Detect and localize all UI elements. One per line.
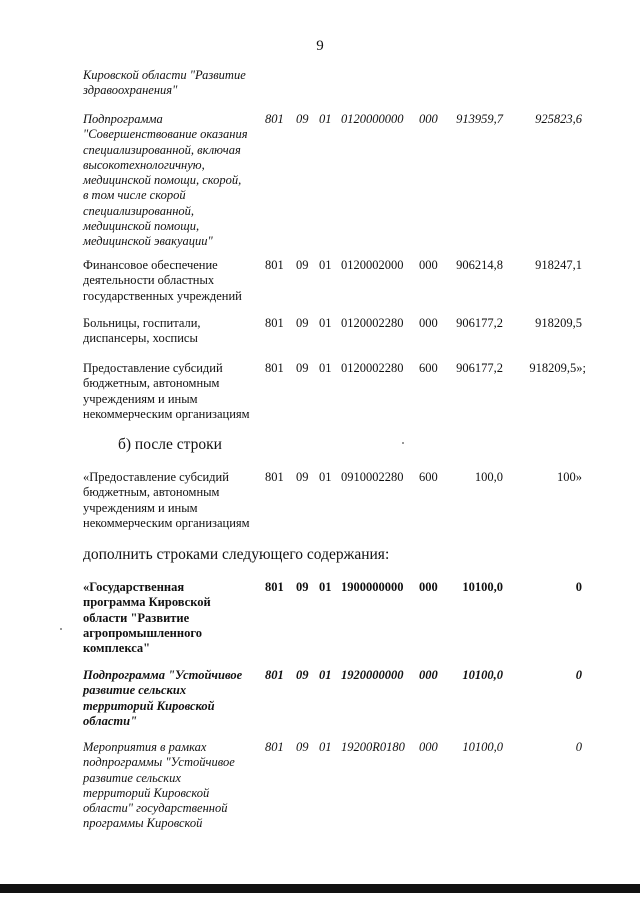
row-name: Подпрограмма "Совершенствование оказания специализированной, включая высокотехнологичную, медицинской помощи, скорой, в том числе скорой специализированной, медицинской помощи, медицинской эвакуации" — [83, 112, 248, 249]
row-name: «Предоставление субсидий бюджетным, автономным учреждениям и иным некоммерческим организациям — [83, 470, 250, 530]
code-ved: 801 — [265, 316, 284, 330]
value-year-2: 0 — [575, 580, 582, 594]
code-ved: 801 — [265, 361, 284, 375]
code-rz: 09 — [296, 112, 309, 126]
page-number: 9 — [316, 38, 324, 54]
code-ved: 801 — [265, 112, 284, 126]
code-rz: 09 — [296, 258, 309, 272]
value-year-1: 906214,8 — [456, 258, 503, 272]
code-pr: 01 — [319, 580, 332, 594]
value-year-2: 918209,5»; — [529, 361, 586, 375]
code-ved: 801 — [265, 740, 284, 754]
code-pr: 01 — [319, 668, 332, 682]
code-vr: 000 — [419, 740, 438, 754]
code-csr: 0120002280 — [341, 361, 404, 375]
code-pr: 01 — [319, 740, 332, 754]
code-rz: 09 — [296, 470, 309, 484]
code-ved: 801 — [265, 258, 284, 272]
row-name: Мероприятия в рамках подпрограммы "Устойчивое развитие сельских территорий Кировской области" государственной программы Кировской — [83, 740, 235, 831]
value-year-1: 906177,2 — [456, 316, 503, 330]
scan-edge-bar — [0, 884, 640, 893]
code-rz: 09 — [296, 580, 309, 594]
code-pr: 01 — [319, 258, 332, 272]
code-pr: 01 — [319, 470, 332, 484]
instruction-after-line: б) после строки — [118, 436, 222, 453]
instruction-add-rows: дополнить строками следующего содержания: — [83, 546, 390, 563]
code-rz: 09 — [296, 361, 309, 375]
value-year-2: 100» — [557, 470, 582, 484]
value-year-2: 0 — [575, 740, 582, 754]
code-rz: 09 — [296, 740, 309, 754]
value-year-2: 918247,1 — [535, 258, 582, 272]
row-name: Кировской области "Развитие здравоохранения" — [83, 68, 246, 98]
value-year-1: 100,0 — [474, 470, 503, 484]
code-vr: 000 — [419, 258, 438, 272]
code-vr: 600 — [419, 361, 438, 375]
value-year-1: 913959,7 — [456, 112, 503, 126]
value-year-2: 0 — [575, 668, 582, 682]
value-year-2: 918209,5 — [535, 316, 582, 330]
code-csr: 1920000000 — [341, 668, 404, 682]
code-rz: 09 — [296, 668, 309, 682]
value-year-1: 10100,0 — [462, 740, 503, 754]
value-year-2: 925823,6 — [535, 112, 582, 126]
scan-speck — [60, 628, 62, 630]
code-vr: 000 — [419, 668, 438, 682]
code-csr: 0120002280 — [341, 316, 404, 330]
code-rz: 09 — [296, 316, 309, 330]
scan-speck — [402, 442, 404, 444]
code-vr: 000 — [419, 580, 438, 594]
row-name: Подпрограмма "Устойчивое развитие сельских территорий Кировской области" — [83, 668, 243, 728]
code-ved: 801 — [265, 580, 284, 594]
code-csr: 0120000000 — [341, 112, 404, 126]
code-pr: 01 — [319, 112, 332, 126]
row-name: Финансовое обеспечение деятельности областных государственных учреждений — [83, 258, 242, 303]
code-vr: 600 — [419, 470, 438, 484]
code-csr: 1900000000 — [341, 580, 404, 594]
code-vr: 000 — [419, 316, 438, 330]
row-name: Больницы, госпитали, диспансеры, хосписы — [83, 316, 201, 346]
value-year-1: 10100,0 — [462, 580, 503, 594]
row-name: Предоставление субсидий бюджетным, автономным учреждениям и иным некоммерческим организациям — [83, 361, 250, 421]
code-vr: 000 — [419, 112, 438, 126]
value-year-1: 906177,2 — [456, 361, 503, 375]
row-name: «Государственная программа Кировской области "Развитие агропромышленного комплекса" — [83, 580, 211, 656]
code-csr: 0120002000 — [341, 258, 404, 272]
code-pr: 01 — [319, 316, 332, 330]
code-ved: 801 — [265, 470, 284, 484]
code-csr: 19200R0180 — [341, 740, 405, 754]
code-ved: 801 — [265, 668, 284, 682]
code-pr: 01 — [319, 361, 332, 375]
value-year-1: 10100,0 — [462, 668, 503, 682]
code-csr: 0910002280 — [341, 470, 404, 484]
